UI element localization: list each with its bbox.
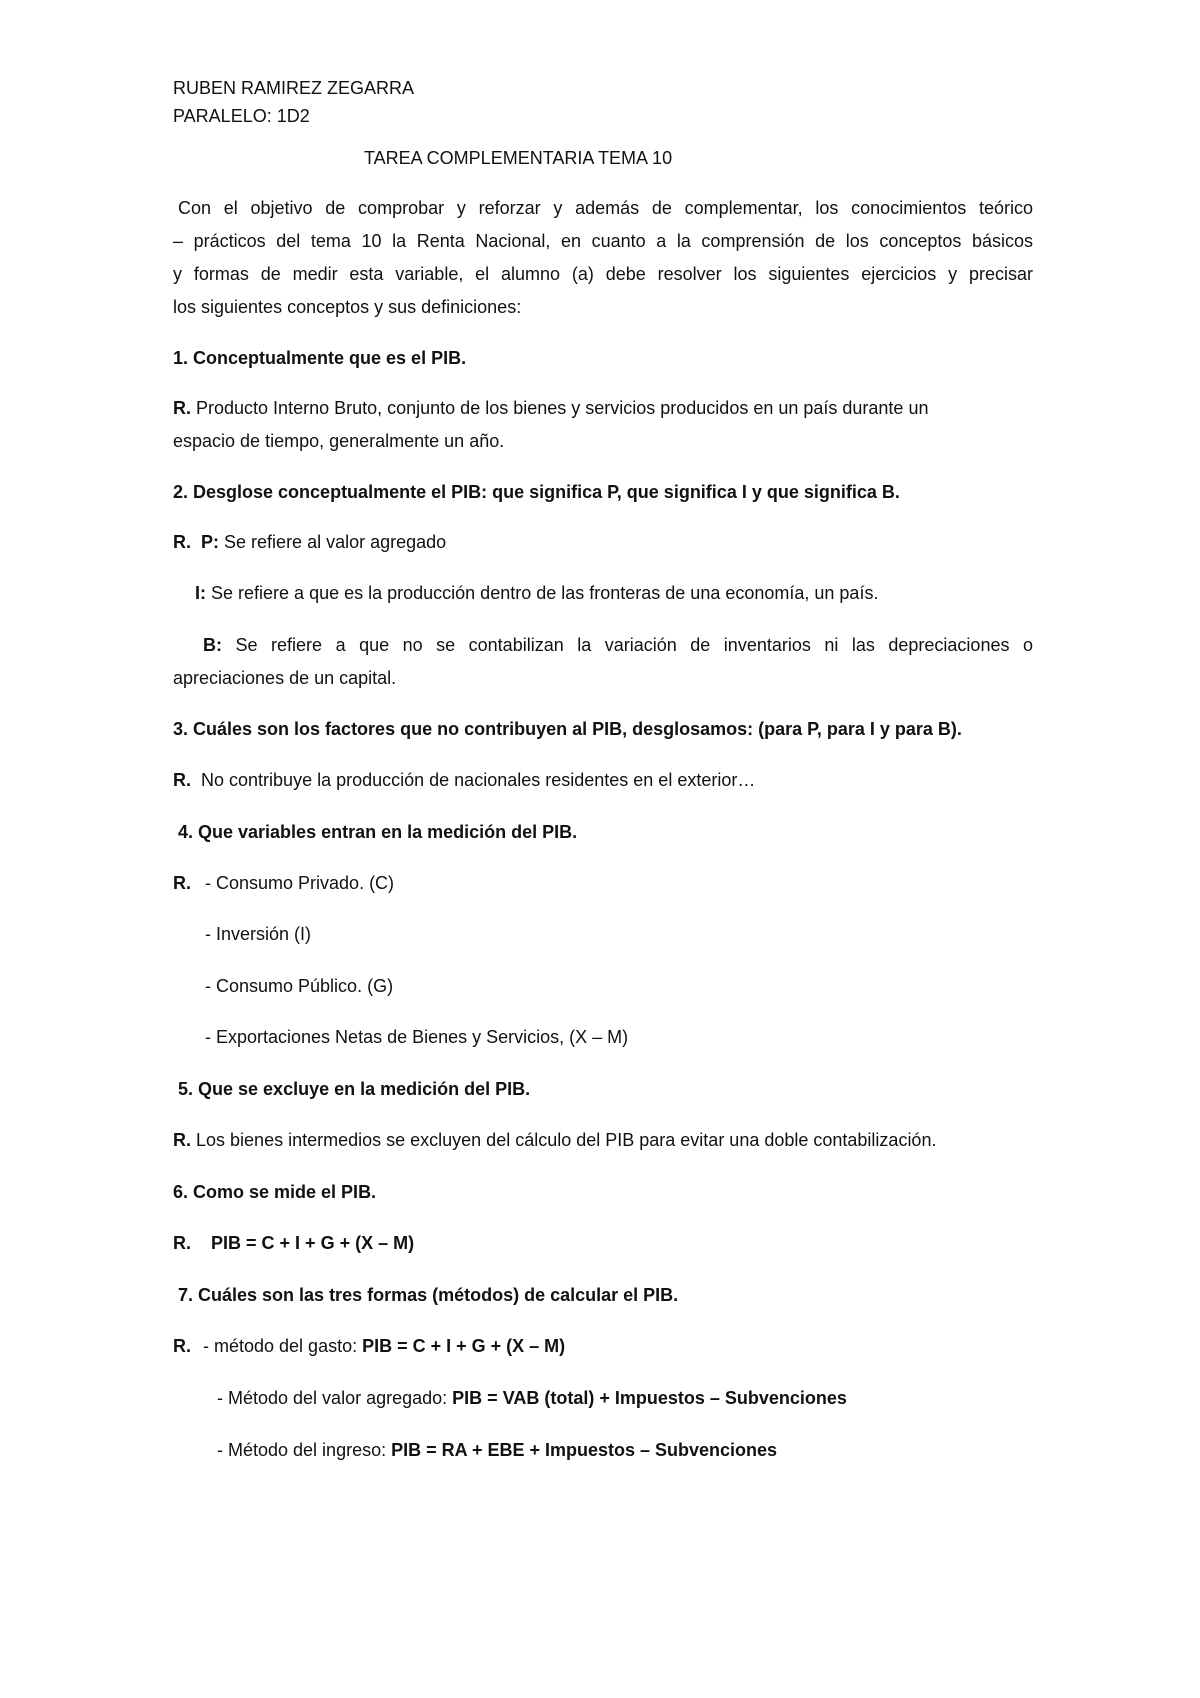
answer-label: R.: [173, 1130, 191, 1150]
method-ingreso: - Método del ingreso: PIB = RA + EBE + Impuestos – Subvenciones: [217, 1440, 778, 1460]
answer-2-i: I: Se refiere a que es la producción dentro de las fronteras de una economía, un país.: [195, 583, 879, 603]
answer-2-b-line-1: B: Se refiere a que no se contabilizan la variación de inventarios ni las depreciaciones o: [203, 635, 1033, 655]
answer-2-b-line-2: apreciaciones de un capital.: [173, 668, 397, 688]
paralelo: PARALELO: 1D2: [173, 106, 310, 126]
answer-5: R. Los bienes intermedios se excluyen del cálculo del PIB para evitar una doble contabilización.: [173, 1130, 937, 1150]
method-valor-agregado: - Método del valor agregado: PIB = VAB (total) + Impuestos – Subvenciones: [217, 1388, 847, 1408]
answer-7-label: [173, 1334, 191, 1358]
answer-2-p: R. P: Se refiere al valor agregado: [173, 532, 447, 552]
list-item: - Inversión (I): [205, 924, 312, 944]
answer-label: R.: [173, 1233, 191, 1253]
answer-1-line-1: R. Producto Interno Bruto, conjunto de los bienes y servicios producidos en un país durante un: [173, 398, 929, 418]
question-6: 6. Como se mide el PIB.: [173, 1182, 377, 1202]
answer-label: R.: [173, 398, 191, 418]
question-1: 1. Conceptualmente que es el PIB.: [173, 348, 467, 368]
question-4: 4. Que variables entran en la medición del PIB.: [178, 822, 578, 842]
student-name: RUBEN RAMIREZ ZEGARRA: [173, 78, 415, 98]
question-7: 7. Cuáles son las tres formas (métodos) de calcular el PIB.: [178, 1285, 679, 1305]
method-gasto: - método del gasto: PIB = C + I + G + (X – M): [203, 1336, 566, 1356]
list-item: - Consumo Público. (G): [205, 976, 394, 996]
question-5: 5. Que se excluye en la medición del PIB.: [178, 1079, 531, 1099]
document-title: TAREA COMPLEMENTARIA TEMA 10: [364, 148, 673, 168]
answer-3: R. No contribuye la producción de nacionales residentes en el exterior…: [173, 770, 756, 790]
answer-label: R.: [173, 770, 191, 790]
question-3: 3. Cuáles son los factores que no contribuyen al PIB, desglosamos: (para P, para I y para B).: [173, 719, 962, 739]
answer-label: R.: [173, 532, 191, 552]
list-item: - Exportaciones Netas de Bienes y Servicios, (X – M): [205, 1027, 629, 1047]
intro-line-3: y formas de medir esta variable, el alumno (a) debe resolver los siguientes ejercicios y precisar: [173, 264, 1033, 284]
list-item: - Consumo Privado. (C): [205, 873, 395, 893]
answer-label: R.: [173, 1336, 191, 1356]
intro-line-2: – prácticos del tema 10 la Renta Nacional, en cuanto a la comprensión de los conceptos básicos: [173, 231, 1033, 251]
answer-label: R.: [173, 873, 191, 893]
intro-line-4: los siguientes conceptos y sus definiciones:: [173, 297, 522, 317]
answer-1-line-2: espacio de tiempo, generalmente un año.: [173, 431, 505, 451]
question-2: 2. Desglose conceptualmente el PIB: que significa P, que significa I y que significa B.: [173, 482, 900, 502]
answer-4-label: [173, 871, 191, 895]
answer-6: R. PIB = C + I + G + (X – M): [173, 1233, 415, 1253]
intro-line-1: Con el objetivo de comprobar y reforzar y además de complementar, los conocimientos teórico: [178, 198, 1033, 218]
